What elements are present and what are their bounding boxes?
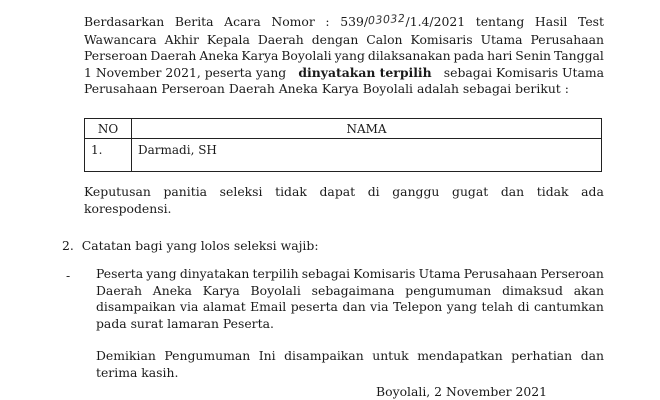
word: Peserta (96, 266, 144, 281)
word: Hasil (534, 14, 568, 29)
selected-candidates-table (84, 118, 602, 172)
word: dan (580, 348, 604, 363)
intro-line-1 (84, 11, 604, 32)
section-number: 2. (62, 238, 74, 253)
word: Karya (202, 282, 240, 298)
word: yang (446, 299, 478, 314)
word: Daerah (96, 282, 142, 298)
word: Nomor (271, 14, 315, 29)
cell-no: 1. (85, 139, 132, 172)
intro-paragraph (84, 11, 604, 98)
intro-line-3 (84, 48, 604, 65)
bullet-line-2 (96, 283, 604, 300)
word: : (325, 14, 330, 29)
word: Berdasarkan (84, 14, 165, 29)
word: Karya (241, 48, 279, 63)
word: via (180, 299, 199, 314)
word: Komisaris (353, 266, 416, 281)
word: Daerah (257, 31, 304, 47)
word: tentang (475, 14, 525, 29)
word: Test (578, 14, 604, 29)
bullet-line-4 (96, 316, 604, 333)
word: Wawancara (84, 31, 157, 47)
word: dapat (319, 184, 356, 199)
word: Tanggal (553, 48, 604, 63)
line-text: korespodensi. (84, 200, 172, 216)
number-suffix: /1.4/2021 (405, 14, 466, 29)
word: dan (500, 184, 525, 199)
word: akan (573, 282, 604, 298)
column-header-no: NO (85, 119, 132, 139)
word: yang (146, 266, 177, 281)
word: Daerah (150, 48, 197, 63)
word: dimaksud (502, 282, 563, 298)
bullet-paragraph (96, 266, 604, 332)
word: di (367, 184, 380, 199)
word: panitia (163, 184, 208, 199)
word: sebagai (301, 266, 351, 281)
word: pada (453, 48, 485, 63)
word: gugat (452, 184, 489, 199)
intro-line-5 (84, 81, 604, 98)
table-header-row (85, 119, 602, 139)
line-text: Perusahaan Perseroan Daerah Aneka Karya Boyolali adalah sebagai berikut : (84, 81, 569, 96)
word: Utama (480, 31, 523, 47)
word: Perseroan (84, 48, 148, 63)
word: ganggu (392, 184, 440, 199)
word: dan (342, 299, 366, 314)
word: Perseroan (540, 266, 604, 281)
decision-line-1 (84, 184, 604, 201)
bullet-marker: - (66, 268, 71, 283)
word: yang (334, 48, 365, 63)
word: Aneka (152, 282, 192, 298)
word: Email (250, 299, 287, 314)
word: terpilih (252, 266, 299, 281)
emphasis-text: dinyatakan terpilih (298, 64, 432, 80)
word: Perusahaan (530, 31, 604, 47)
decision-line-2 (84, 201, 604, 218)
word: tidak (536, 184, 569, 199)
closing-line-2 (96, 365, 604, 382)
closing-paragraph (96, 348, 604, 381)
word: perhatian (511, 348, 573, 363)
table-row (85, 139, 602, 172)
word: Senin (515, 48, 552, 63)
intro-line-2 (84, 32, 604, 49)
word: telah (481, 299, 514, 314)
word: Calon (366, 31, 403, 47)
word: Komisaris (410, 31, 473, 47)
word: via (370, 299, 389, 314)
number-prefix: 539/ (340, 14, 369, 29)
word: Boyolali (281, 48, 332, 63)
document-number (340, 11, 466, 32)
word: dilaksanakan (367, 48, 451, 63)
word: Boyolali (250, 282, 301, 298)
word: disampaikan (284, 348, 364, 363)
bullet-line-3 (96, 299, 604, 316)
word: untuk (372, 348, 409, 363)
word: Berita (174, 14, 214, 29)
line-text: 1 November 2021, peserta yang (84, 64, 287, 80)
section-title: Catatan bagi yang lolos seleksi wajib: (81, 238, 319, 253)
word: peserta (290, 299, 338, 314)
word: Perusahaan (463, 266, 538, 281)
line-text: pada surat lamaran Peserta. (96, 315, 274, 331)
word: Akhir (164, 31, 199, 47)
place-date: Boyolali, 2 November 2021 (376, 384, 548, 399)
column-header-nama: NAMA (132, 119, 602, 139)
word: Demikian (96, 348, 156, 363)
word: alamat (202, 299, 246, 314)
decision-paragraph (84, 184, 604, 217)
word: seleksi (219, 184, 263, 199)
word: hari (487, 48, 513, 63)
line-text: sebagai Komisaris Utama (443, 64, 604, 80)
word: Acara (224, 14, 261, 29)
word: dinyatakan (179, 266, 250, 281)
closing-line-1 (96, 348, 604, 365)
word: Kepala (206, 31, 250, 47)
word: Ini (258, 348, 276, 363)
word: tidak (275, 184, 307, 199)
word: ada (581, 184, 604, 199)
section-2-heading (62, 238, 319, 254)
handwritten-number: 03032 (367, 11, 406, 28)
intro-line-4 (84, 65, 604, 82)
cell-name: Darmadi, SH (132, 139, 602, 172)
word: cantumkan (533, 299, 604, 314)
word: pengumuman (405, 282, 492, 298)
word: Utama (418, 266, 461, 281)
word: mendapatkan (417, 348, 503, 363)
word: disampaikan (96, 299, 176, 314)
word: sebagaimana (311, 282, 395, 298)
line-text: terima kasih. (96, 364, 179, 380)
word: Pengumuman (164, 348, 251, 363)
word: Aneka (199, 48, 239, 63)
word: dengan (311, 31, 359, 47)
word: Keputusan (84, 184, 151, 199)
word: di (517, 299, 530, 314)
bullet-line-1 (96, 266, 604, 283)
word: Telepon (392, 299, 443, 314)
